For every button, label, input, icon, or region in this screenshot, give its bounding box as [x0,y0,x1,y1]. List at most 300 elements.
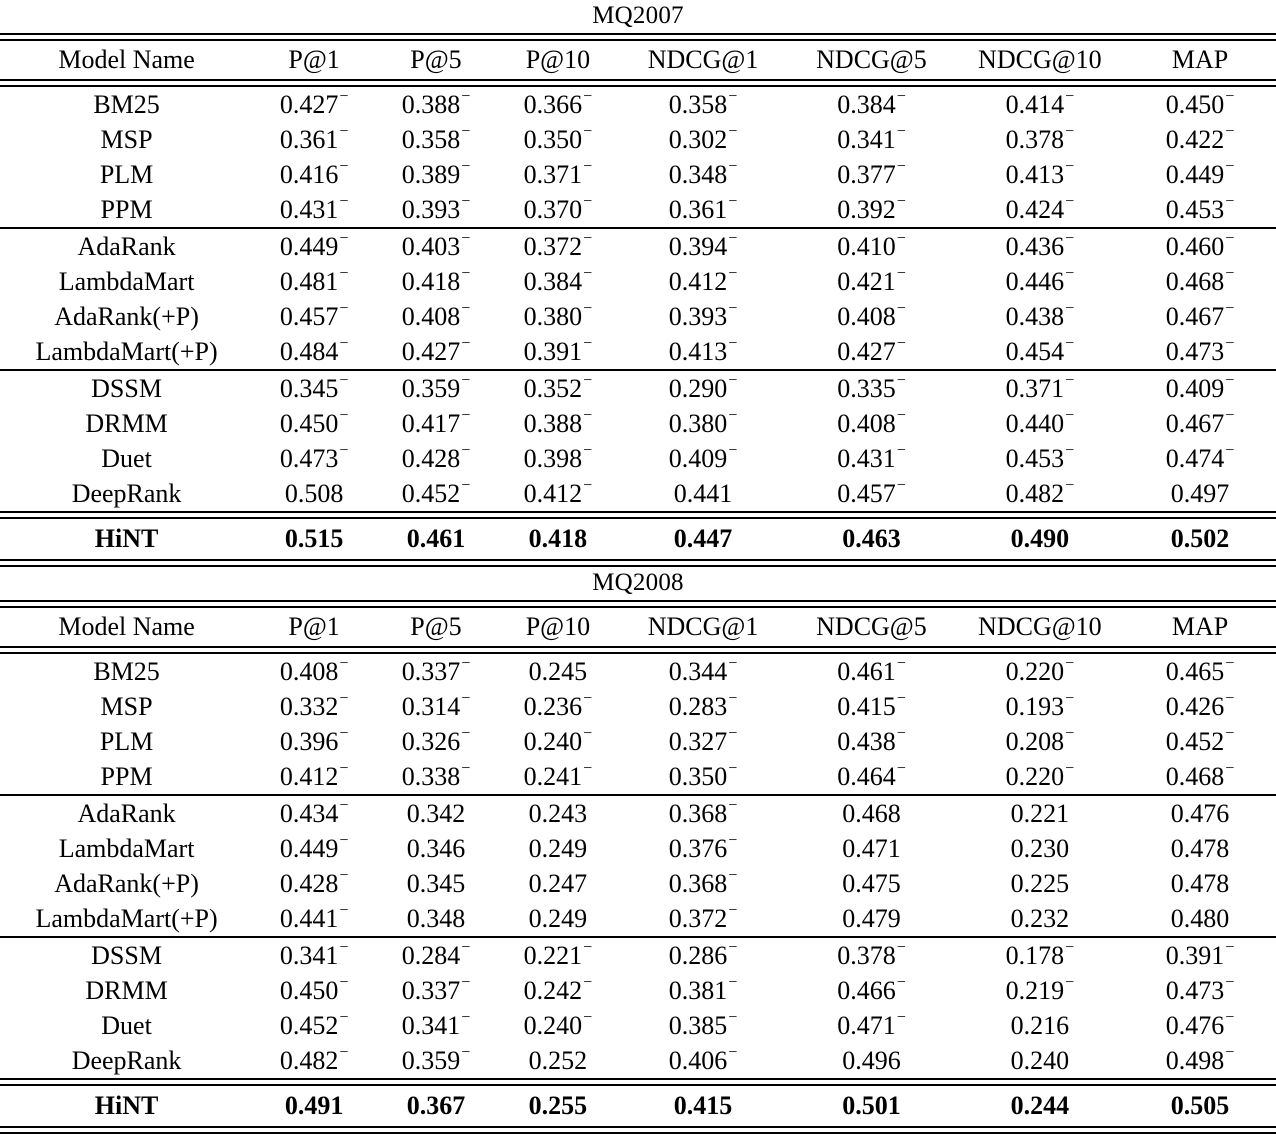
significance-marker-icon: − [1065,477,1075,495]
metric-value-cell [1124,1085,1276,1127]
metric-value: 0.393 [668,302,728,331]
metric-value-cell [619,1085,787,1127]
metric-value-cell [787,476,955,512]
metric-value: 0.480 [1170,904,1230,933]
metric-value-cell [497,724,619,759]
significance-marker-icon: − [1065,690,1075,708]
metric-value: 0.244 [1010,1091,1070,1120]
significance-marker-icon: − [583,335,593,353]
significance-marker-icon: − [896,230,906,248]
model-name-cell: DSSM [91,374,162,403]
metric-value-cell [619,476,787,512]
metric-value: 0.457 [837,479,896,508]
significance-marker-icon: − [339,725,349,743]
significance-marker-icon: − [461,372,471,390]
metric-value: 0.409 [668,444,728,473]
metric-value: 0.332 [279,692,339,721]
metric-value: 0.453 [1165,195,1225,224]
table-row [0,938,1276,973]
metric-value-cell [1124,476,1276,512]
table-row [0,441,1276,476]
metric-value: 0.412 [279,762,339,791]
metric-value-cell [253,689,375,724]
metric-value-cell [956,86,1124,122]
metric-value: 0.464 [837,762,896,791]
metric-value: 0.471 [837,1011,896,1040]
significance-marker-icon: − [728,655,738,673]
significance-marker-icon: − [1065,974,1075,992]
column-header-metric: NDCG@10 [978,45,1102,74]
column-header-metric: MAP [1171,45,1229,74]
metric-value-cell [497,831,619,866]
metric-value-cell [1124,1008,1276,1043]
metric-value-cell [375,229,497,264]
column-header-metric: P@1 [288,45,340,74]
model-name-cell: BM25 [93,657,160,686]
metric-value-cell [253,866,375,901]
significance-marker-icon: − [728,123,738,141]
metric-value: 0.447 [673,524,733,553]
significance-marker-icon: − [583,1009,593,1027]
metric-value-cell [956,796,1124,831]
metric-value: 0.473 [1165,976,1225,1005]
metric-value-cell [1124,796,1276,831]
metric-value-cell [787,299,955,334]
metric-value: 0.418 [401,267,461,296]
significance-marker-icon: − [583,372,593,390]
metric-value: 0.424 [1005,195,1065,224]
significance-marker-icon: − [728,193,738,211]
model-name-cell: AdaRank(+P) [54,302,199,331]
metric-value-cell [1124,192,1276,228]
metric-value-cell [787,371,955,406]
significance-marker-icon: − [583,974,593,992]
metric-value: 0.337 [401,976,461,1005]
metric-value: 0.350 [668,762,728,791]
metric-value: 0.412 [668,267,728,296]
metric-value-cell [1124,441,1276,476]
significance-marker-icon: − [1065,193,1075,211]
metric-value: 0.346 [406,834,466,863]
significance-marker-icon: − [1225,725,1235,743]
metric-value: 0.236 [523,692,583,721]
table-row [0,406,1276,441]
metric-value-cell [253,406,375,441]
table-row [0,796,1276,831]
significance-marker-icon: − [461,760,471,778]
metric-value: 0.440 [1005,409,1065,438]
metric-value: 0.416 [279,160,339,189]
metric-value-cell [1124,973,1276,1008]
metric-value-cell [375,938,497,973]
metric-value-cell [497,759,619,795]
metric-value-cell [1124,831,1276,866]
significance-marker-icon: − [1065,760,1075,778]
metric-value-cell [375,299,497,334]
significance-marker-icon: − [461,158,471,176]
metric-value-cell [787,938,955,973]
metric-value: 0.478 [1170,834,1230,863]
significance-marker-icon: − [583,123,593,141]
metric-value-cell [253,759,375,795]
metric-value: 0.249 [528,834,588,863]
metric-value-cell [253,264,375,299]
metric-value-cell [619,86,787,122]
metric-value-cell [497,334,619,370]
metric-value: 0.391 [523,337,583,366]
table-row [0,157,1276,192]
metric-value-cell [497,1043,619,1079]
metric-value-cell [375,1043,497,1079]
metric-value: 0.345 [406,869,466,898]
significance-marker-icon: − [728,300,738,318]
model-name-cell: AdaRank [77,799,176,828]
significance-marker-icon: − [1065,372,1075,390]
significance-marker-icon: − [583,725,593,743]
metric-value: 0.413 [1005,160,1065,189]
metric-value: 0.498 [1165,1046,1225,1075]
metric-value: 0.240 [523,727,583,756]
metric-value: 0.501 [842,1091,901,1120]
model-name-cell: DSSM [91,941,162,970]
significance-marker-icon: − [728,442,738,460]
metric-value: 0.247 [528,869,588,898]
metric-value: 0.245 [528,657,588,686]
significance-marker-icon: − [1225,760,1235,778]
significance-marker-icon: − [339,939,349,957]
significance-marker-icon: − [728,158,738,176]
model-name-cell: DRMM [85,409,168,438]
metric-value-cell [1124,122,1276,157]
metric-value: 0.452 [401,479,461,508]
significance-marker-icon: − [896,158,906,176]
metric-value: 0.371 [523,160,583,189]
metric-value-cell [375,759,497,795]
metric-value-cell [619,973,787,1008]
significance-marker-icon: − [728,902,738,920]
significance-marker-icon: − [583,230,593,248]
metric-value: 0.467 [1165,409,1225,438]
metric-value-cell [619,866,787,901]
significance-marker-icon: − [461,1044,471,1062]
significance-marker-icon: − [339,265,349,283]
significance-marker-icon: − [461,974,471,992]
significance-marker-icon: − [339,832,349,850]
column-header-metric: NDCG@1 [647,45,759,74]
metric-value-cell [375,406,497,441]
significance-marker-icon: − [339,158,349,176]
metric-value: 0.337 [401,657,461,686]
metric-value: 0.427 [837,337,896,366]
metric-value: 0.389 [401,160,461,189]
metric-value-cell [956,724,1124,759]
column-header-metric: P@1 [288,612,340,641]
table-row [0,229,1276,264]
metric-value-cell [253,1008,375,1043]
significance-marker-icon: − [461,442,471,460]
metric-value: 0.230 [1010,834,1070,863]
significance-marker-icon: − [339,1044,349,1062]
significance-marker-icon: − [896,442,906,460]
metric-value-cell [619,689,787,724]
results-table [0,600,1276,1134]
metric-value: 0.497 [1170,479,1230,508]
significance-marker-icon: − [728,974,738,992]
metric-value: 0.453 [1005,444,1065,473]
table-row [0,831,1276,866]
metric-value-cell [787,406,955,441]
significance-marker-icon: − [1225,300,1235,318]
metric-value: 0.408 [279,657,339,686]
metric-value: 0.314 [401,692,461,721]
metric-value: 0.392 [837,195,896,224]
metric-value: 0.344 [668,657,728,686]
metric-value: 0.461 [406,524,466,553]
metric-value-cell [1124,157,1276,192]
metric-value: 0.241 [523,762,583,791]
significance-marker-icon: − [339,372,349,390]
metric-value-cell [619,371,787,406]
metric-value: 0.345 [279,374,339,403]
column-header-metric: MAP [1171,612,1229,641]
metric-value: 0.216 [1010,1011,1070,1040]
metric-value-cell [375,901,497,937]
metric-value: 0.381 [668,976,728,1005]
metric-value: 0.243 [528,799,588,828]
metric-value-cell [956,831,1124,866]
metric-value-cell [497,122,619,157]
table-row [0,866,1276,901]
metric-value-cell [1124,264,1276,299]
metric-value: 0.412 [523,479,583,508]
metric-value: 0.240 [1010,1046,1070,1075]
significance-marker-icon: − [339,335,349,353]
metric-value: 0.358 [401,125,461,154]
metric-value-cell [253,1085,375,1127]
metric-value-cell [956,406,1124,441]
table-rule [0,1127,1276,1133]
significance-marker-icon: − [339,760,349,778]
significance-marker-icon: − [896,1009,906,1027]
metric-value: 0.473 [279,444,339,473]
significance-marker-icon: − [461,300,471,318]
metric-value-cell [956,264,1124,299]
model-name-cell: PLM [99,160,154,189]
metric-value-cell [619,264,787,299]
metric-value-cell [787,724,955,759]
metric-value: 0.403 [401,232,461,261]
metric-value-cell [253,518,375,560]
metric-value-cell [787,1085,955,1127]
metric-value-cell [253,229,375,264]
metric-value-cell [619,901,787,937]
metric-value-cell [375,653,497,689]
metric-value-cell [787,122,955,157]
significance-marker-icon: − [583,407,593,425]
significance-marker-icon: − [728,1009,738,1027]
metric-value: 0.335 [837,374,896,403]
metric-value: 0.413 [668,337,728,366]
significance-marker-icon: − [728,690,738,708]
table-row [0,299,1276,334]
metric-value: 0.434 [279,799,339,828]
metric-value: 0.431 [837,444,896,473]
metric-value-cell [497,299,619,334]
significance-marker-icon: − [896,725,906,743]
model-name-cell: PPM [100,195,153,224]
table-rule [0,560,1276,566]
metric-value-cell [1124,229,1276,264]
significance-marker-icon: − [896,760,906,778]
metric-value-cell [375,689,497,724]
metric-value-cell [253,192,375,228]
significance-marker-icon: − [339,797,349,815]
metric-value: 0.193 [1005,692,1065,721]
metric-value-cell [375,334,497,370]
significance-marker-icon: − [1225,230,1235,248]
model-name-cell: DeepRank [71,1046,182,1075]
metric-value-cell [956,653,1124,689]
model-name-cell: BM25 [93,90,160,119]
model-name-cell: MSP [100,125,153,154]
metric-value: 0.388 [401,90,461,119]
significance-marker-icon: − [1065,442,1075,460]
significance-marker-icon: − [896,407,906,425]
significance-marker-icon: − [896,123,906,141]
metric-value: 0.348 [668,160,728,189]
significance-marker-icon: − [896,335,906,353]
metric-value-cell [1124,901,1276,937]
metric-value: 0.225 [1010,869,1070,898]
metric-value: 0.431 [279,195,339,224]
metric-value-cell [253,724,375,759]
metric-value: 0.414 [1005,90,1065,119]
metric-value-cell [787,759,955,795]
metric-value-cell [787,796,955,831]
model-name-cell: HiNT [94,524,159,553]
metric-value: 0.502 [1170,524,1230,553]
significance-marker-icon: − [1065,939,1075,957]
metric-value-cell [787,689,955,724]
metric-value: 0.338 [401,762,461,791]
column-header-metric: NDCG@1 [647,612,759,641]
metric-value: 0.352 [523,374,583,403]
metric-value-cell [619,406,787,441]
metric-value-cell [619,518,787,560]
metric-value-cell [619,157,787,192]
significance-marker-icon: − [1225,158,1235,176]
metric-value-cell [1124,1043,1276,1079]
metric-value: 0.457 [279,302,339,331]
significance-marker-icon: − [1225,335,1235,353]
metric-value-cell [787,441,955,476]
metric-value-cell [1124,406,1276,441]
significance-marker-icon: − [583,158,593,176]
metric-value: 0.417 [401,409,461,438]
metric-value-cell [1124,653,1276,689]
metric-value: 0.467 [1165,302,1225,331]
model-name-cell: Duet [101,444,152,473]
metric-value-cell [1124,334,1276,370]
metric-value-cell [497,866,619,901]
metric-value: 0.450 [279,409,339,438]
significance-marker-icon: − [896,372,906,390]
results-table-block [0,567,1276,1134]
metric-value-cell [375,441,497,476]
metric-value-cell [1124,371,1276,406]
metric-value-cell [787,334,955,370]
metric-value-cell [1124,518,1276,560]
metric-value-cell [253,476,375,512]
metric-value: 0.302 [668,125,728,154]
metric-value-cell [619,441,787,476]
metric-value: 0.441 [673,479,733,508]
metric-value-cell [253,1043,375,1079]
metric-value-cell [787,653,955,689]
metric-value: 0.252 [528,1046,588,1075]
model-name-cell: PPM [100,762,153,791]
metric-value-cell [619,796,787,831]
significance-marker-icon: − [728,832,738,850]
metric-value: 0.418 [528,524,588,553]
significance-marker-icon: − [1225,193,1235,211]
metric-value-cell [497,441,619,476]
significance-marker-icon: − [728,335,738,353]
metric-value: 0.348 [406,904,466,933]
metric-value-cell [497,264,619,299]
significance-marker-icon: − [896,193,906,211]
significance-marker-icon: − [1065,265,1075,283]
metric-value-cell [956,157,1124,192]
metric-value-cell [956,371,1124,406]
metric-value: 0.461 [837,657,896,686]
metric-value: 0.491 [284,1091,344,1120]
significance-marker-icon: − [728,760,738,778]
significance-marker-icon: − [896,265,906,283]
table-caption: MQ2008 [592,569,684,596]
metric-value: 0.422 [1165,125,1225,154]
metric-value: 0.465 [1165,657,1225,686]
model-name-cell: LambdaMart [58,834,195,863]
model-name-cell: MSP [100,692,153,721]
metric-value-cell [497,371,619,406]
metric-value: 0.380 [523,302,583,331]
metric-value: 0.372 [523,232,583,261]
significance-marker-icon: − [1225,442,1235,460]
metric-value: 0.449 [279,834,339,863]
metric-value-cell [956,299,1124,334]
column-header-metric: NDCG@10 [978,612,1102,641]
metric-value: 0.468 [1165,267,1225,296]
metric-value-cell [375,1085,497,1127]
significance-marker-icon: − [461,230,471,248]
column-header-metric: NDCG@5 [816,45,927,74]
significance-marker-icon: − [461,1009,471,1027]
metric-value: 0.408 [401,302,461,331]
metric-value: 0.484 [279,337,339,366]
metric-value-cell [375,86,497,122]
metric-value: 0.388 [523,409,583,438]
metric-value-cell [375,724,497,759]
metric-value: 0.341 [837,125,896,154]
metric-value-cell [787,518,955,560]
metric-value-cell [787,1008,955,1043]
metric-value-cell [787,264,955,299]
metric-value-cell [619,229,787,264]
metric-value: 0.481 [279,267,339,296]
significance-marker-icon: − [339,974,349,992]
metric-value-cell [956,938,1124,973]
